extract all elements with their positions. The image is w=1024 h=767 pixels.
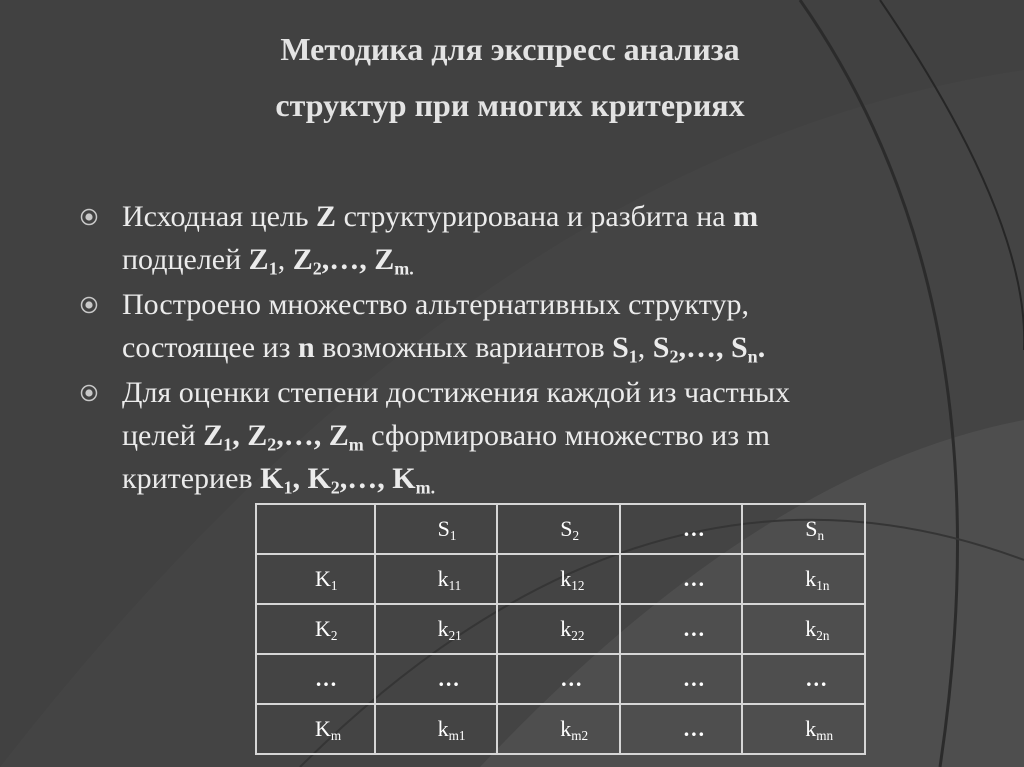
cell-subscript: m2 bbox=[571, 727, 589, 743]
bullet-item bbox=[78, 371, 908, 500]
cell-symbol: k bbox=[437, 716, 449, 741]
table-cell bbox=[256, 604, 375, 654]
cell-subscript: 1 bbox=[449, 527, 457, 543]
cell-symbol: … bbox=[437, 666, 460, 691]
bullet-item bbox=[78, 283, 908, 369]
table-cell bbox=[256, 654, 375, 704]
cell-symbol: S bbox=[805, 516, 818, 541]
cell-subscript: mn bbox=[816, 727, 834, 743]
text-segment: возможных вариантов bbox=[314, 331, 613, 364]
slide-title-line-1: Методика для экспресс анализа bbox=[280, 31, 740, 67]
bullet-text bbox=[122, 376, 790, 498]
table-cell bbox=[620, 604, 742, 654]
bullet-text bbox=[122, 288, 766, 367]
cell-subscript: 1n bbox=[816, 577, 830, 593]
table-cell bbox=[497, 704, 620, 754]
text-segment: критериев bbox=[122, 462, 261, 495]
cell-subscript: 22 bbox=[571, 627, 585, 643]
subscript-text: 1 bbox=[223, 434, 233, 455]
cell-symbol: k bbox=[805, 566, 817, 591]
table-cell bbox=[497, 504, 620, 554]
bullet-text bbox=[122, 200, 759, 279]
table-cell bbox=[375, 604, 498, 654]
text-segment: подцелей bbox=[122, 243, 249, 276]
text-segment: Z bbox=[203, 419, 224, 452]
table-cell bbox=[375, 704, 498, 754]
subscript-text: 2 bbox=[330, 477, 340, 498]
cell-subscript: n bbox=[817, 527, 825, 543]
text-segment: ,…, K bbox=[339, 462, 416, 495]
criteria-matrix-body bbox=[256, 504, 865, 754]
text-segment: Z bbox=[316, 200, 337, 233]
table-row bbox=[256, 604, 865, 654]
text-segment: Z bbox=[292, 243, 313, 276]
cell-symbol: S bbox=[560, 516, 573, 541]
bullet-list bbox=[78, 195, 908, 502]
cell-subscript: m1 bbox=[448, 727, 466, 743]
table-cell bbox=[375, 654, 498, 704]
subscript-text: 1 bbox=[283, 477, 293, 498]
table-row bbox=[256, 554, 865, 604]
text-segment: K bbox=[260, 462, 284, 495]
cell-subscript: 11 bbox=[448, 577, 462, 593]
cell-subscript: 21 bbox=[448, 627, 462, 643]
cell-subscript: 2n bbox=[816, 627, 830, 643]
criteria-matrix-table bbox=[255, 503, 866, 755]
table-cell bbox=[742, 704, 865, 754]
cell-subscript: 2 bbox=[330, 627, 338, 643]
bullet-item bbox=[78, 195, 908, 281]
text-segment: . bbox=[757, 331, 766, 364]
subscript-text: 2 bbox=[669, 346, 679, 367]
table-cell bbox=[256, 504, 375, 554]
table-cell bbox=[742, 604, 865, 654]
table-cell bbox=[742, 504, 865, 554]
table-cell bbox=[256, 554, 375, 604]
cell-symbol: … bbox=[682, 516, 705, 541]
cell-symbol: K bbox=[315, 616, 331, 641]
text-segment: ,…, Z bbox=[276, 419, 349, 452]
cell-symbol: k bbox=[560, 716, 572, 741]
table-cell bbox=[256, 704, 375, 754]
subscript-text: n bbox=[747, 346, 758, 367]
text-segment: целей bbox=[122, 419, 204, 452]
text-segment: Z bbox=[374, 243, 395, 276]
table-row bbox=[256, 704, 865, 754]
cell-symbol: … bbox=[682, 616, 705, 641]
cell-subscript: 2 bbox=[572, 527, 580, 543]
cell-subscript: m bbox=[330, 727, 342, 743]
text-segment: структурирована и разбита на bbox=[336, 200, 734, 233]
table-cell bbox=[497, 554, 620, 604]
cell-symbol: … bbox=[315, 666, 337, 691]
text-segment: S bbox=[652, 331, 670, 364]
text-segment: состоящее из bbox=[122, 331, 298, 364]
cell-subscript: 12 bbox=[571, 577, 585, 593]
cell-symbol: k bbox=[805, 716, 817, 741]
table-cell bbox=[620, 504, 742, 554]
slide-title-line-2: структур при многих критериях bbox=[275, 87, 745, 123]
table-cell bbox=[620, 704, 742, 754]
cell-symbol: k bbox=[560, 566, 572, 591]
cell-symbol: … bbox=[682, 666, 705, 691]
table-cell bbox=[497, 654, 620, 704]
table-cell bbox=[375, 554, 498, 604]
cell-symbol: K bbox=[315, 716, 331, 741]
subscript-text: 2 bbox=[312, 258, 322, 279]
cell-symbol: k bbox=[437, 616, 449, 641]
circle-bullet-icon bbox=[80, 208, 98, 226]
text-segment: , K bbox=[292, 462, 331, 495]
cell-symbol: … bbox=[805, 666, 828, 691]
circle-bullet-icon bbox=[80, 296, 98, 314]
text-segment: Для оценки степени достижения каждой из частных bbox=[122, 376, 790, 409]
table-cell bbox=[742, 654, 865, 704]
text-segment: m bbox=[733, 200, 759, 233]
subscript-text: m. bbox=[415, 477, 436, 498]
text-segment: ,…, bbox=[678, 331, 731, 364]
table-cell bbox=[497, 604, 620, 654]
text-segment: ,…, bbox=[321, 243, 375, 276]
cell-subscript: 1 bbox=[330, 577, 338, 593]
cell-symbol: K bbox=[315, 566, 331, 591]
table-cell bbox=[742, 554, 865, 604]
text-segment: сформировано множество из m bbox=[363, 419, 770, 452]
table-row bbox=[256, 654, 865, 704]
text-segment: S bbox=[612, 331, 629, 364]
text-segment: Построено множество альтернативных структур, bbox=[122, 288, 749, 321]
cell-symbol: … bbox=[682, 566, 705, 591]
table-cell bbox=[375, 504, 498, 554]
cell-symbol: S bbox=[437, 516, 450, 541]
cell-symbol: … bbox=[560, 666, 583, 691]
text-segment: , Z bbox=[232, 419, 268, 452]
text-segment: n bbox=[297, 331, 315, 364]
text-segment: , bbox=[277, 243, 293, 276]
subscript-text: 1 bbox=[628, 346, 638, 367]
text-segment: Z bbox=[248, 243, 269, 276]
cell-symbol: … bbox=[682, 716, 705, 741]
cell-symbol: k bbox=[560, 616, 572, 641]
table-header-row bbox=[256, 504, 865, 554]
subscript-text: 1 bbox=[268, 258, 278, 279]
cell-symbol: k bbox=[805, 616, 817, 641]
subscript-text: 2 bbox=[267, 434, 277, 455]
table-cell bbox=[620, 654, 742, 704]
text-segment: Исходная цель bbox=[122, 200, 317, 233]
circle-bullet-icon bbox=[80, 384, 98, 402]
text-segment: , bbox=[637, 331, 653, 364]
table-cell bbox=[620, 554, 742, 604]
subscript-text: m bbox=[348, 434, 364, 455]
text-segment: S bbox=[730, 331, 748, 364]
cell-symbol: k bbox=[437, 566, 449, 591]
subscript-text: m. bbox=[394, 258, 414, 279]
